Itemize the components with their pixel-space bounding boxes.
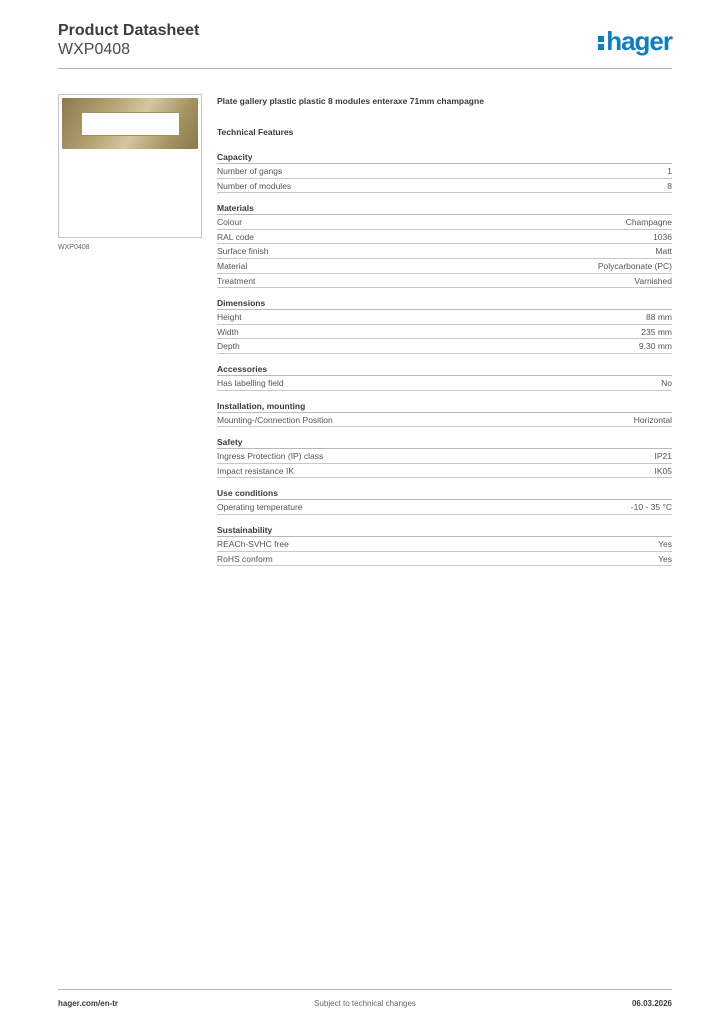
row-label: Colour: [217, 217, 243, 228]
row-label: Depth: [217, 341, 240, 352]
row-value: -10 - 35 °C: [630, 502, 672, 513]
section-title: Use conditions: [217, 487, 672, 500]
table-row: [217, 339, 672, 354]
row-label: Width: [217, 326, 239, 337]
table-row: [217, 230, 672, 245]
table-row: [217, 464, 672, 479]
section-installation-mounting: [217, 400, 672, 428]
row-label: REACh-SVHC free: [217, 538, 289, 549]
row-label: Number of modules: [217, 180, 292, 191]
row-label: Surface finish: [217, 246, 269, 257]
row-label: Treatment: [217, 275, 256, 286]
logo-dots-icon: [598, 28, 604, 48]
hager-logo: [598, 28, 672, 54]
section-dimensions: [217, 297, 672, 354]
footer-website-link[interactable]: hager.com/en-tr: [58, 999, 119, 1008]
section-title: Capacity: [217, 151, 672, 164]
plate-image: [62, 98, 198, 149]
table-row: [217, 215, 672, 230]
plate-window: [81, 112, 180, 136]
page-title: Product Datasheet: [58, 22, 200, 39]
row-label: Material: [217, 260, 248, 271]
feature-sections: [217, 151, 672, 566]
product-image-caption: WXP0408: [58, 244, 90, 251]
table-row: [217, 449, 672, 464]
row-label: Has labelling field: [217, 377, 284, 388]
table-row: [217, 179, 672, 194]
footer-notice: Subject to technical changes: [314, 999, 416, 1008]
section-title: Materials: [217, 202, 672, 215]
row-value: No: [661, 377, 672, 388]
row-label: Number of gangs: [217, 166, 283, 176]
row-value: Yes: [658, 538, 672, 549]
section-use-conditions: [217, 487, 672, 515]
row-value: 1: [667, 166, 672, 176]
row-label: Operating temperature: [217, 502, 303, 513]
section-title: Installation, mounting: [217, 400, 672, 413]
header: [58, 22, 672, 69]
row-value: Horizontal: [633, 414, 672, 425]
row-value: Matt: [655, 246, 672, 257]
table-row: [217, 310, 672, 325]
row-value: Yes: [658, 553, 672, 564]
row-label: RAL code: [217, 231, 255, 242]
table-row: [217, 500, 672, 515]
table-row: [217, 537, 672, 552]
section-accessories: [217, 363, 672, 391]
section-sustainability: [217, 524, 672, 566]
footer: [58, 989, 672, 1013]
product-reference: WXP0408: [58, 41, 131, 58]
product-image-frame: [58, 94, 202, 238]
table-row: [217, 325, 672, 340]
table-row: [217, 259, 672, 274]
table-row: [217, 244, 672, 259]
table-row: [217, 413, 672, 428]
row-label: RoHS conform: [217, 553, 273, 564]
row-value: 9.30 mm: [638, 341, 672, 352]
row-value: 1036: [653, 231, 672, 242]
row-value: 88 mm: [646, 312, 672, 323]
row-value: 235 mm: [641, 326, 672, 337]
row-value: IP21: [654, 451, 672, 462]
row-value: Champagne: [625, 217, 672, 228]
row-value: 8: [667, 180, 672, 191]
section-title: Safety: [217, 436, 672, 449]
row-value: Polycarbonate (PC): [597, 260, 672, 271]
section-title: Accessories: [217, 363, 672, 376]
row-label: Ingress Protection (IP) class: [217, 451, 324, 462]
section-materials: [217, 202, 672, 288]
footer-date: 06.03.2026: [631, 999, 672, 1008]
technical-content: [217, 96, 672, 575]
table-row: [217, 552, 672, 567]
section-title: Dimensions: [217, 297, 672, 310]
row-value: Varnished: [634, 275, 672, 286]
section-safety: [217, 436, 672, 478]
row-label: Impact resistance IK: [217, 465, 295, 476]
logo-text: hager: [606, 26, 672, 56]
table-row: [217, 376, 672, 391]
features-heading: Technical Features: [217, 127, 294, 137]
table-row: [217, 164, 672, 179]
product-description: Plate gallery plastic plastic 8 modules enteraxe 71mm champagne: [217, 96, 484, 106]
section-capacity: [217, 151, 672, 193]
row-value: IK05: [654, 465, 672, 476]
section-title: Sustainability: [217, 524, 672, 537]
row-label: Height: [217, 312, 242, 323]
table-row: [217, 274, 672, 289]
row-label: Mounting-/Connection Position: [217, 414, 333, 425]
